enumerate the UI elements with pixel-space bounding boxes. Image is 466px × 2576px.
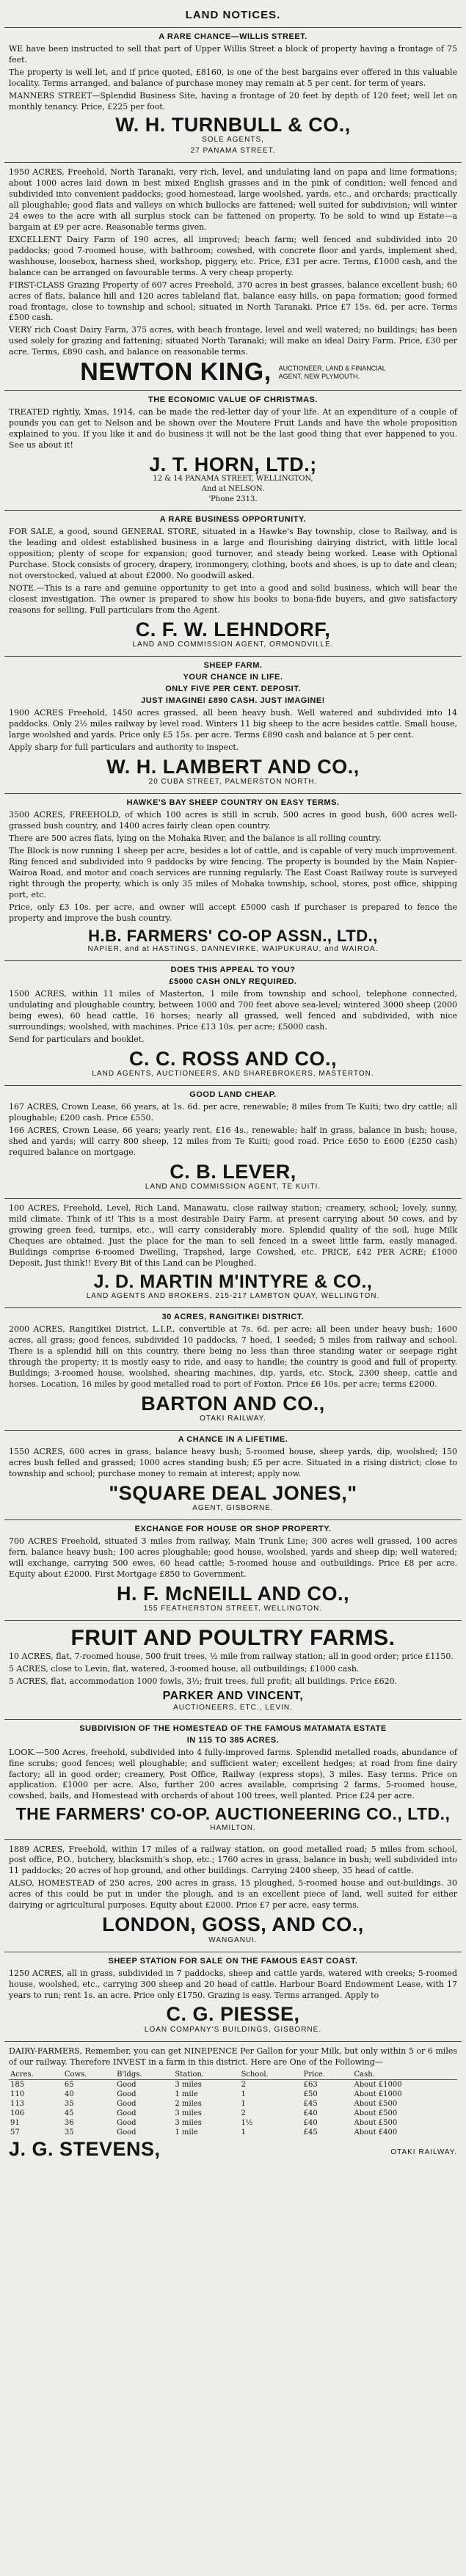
table-cell: Good <box>117 2080 136 2089</box>
ad-paragraph: ALSO, HOMESTEAD of 250 acres, 200 acres in grass, 15 ploughed, 5-roomed house and out-buildings. 30 acres of this could be put in under the plough, and is an excellent piece of land, well suited for either dairying or agricultural purposes. Equity about £2000. Price £7 per acre, easy terms. <box>9 1878 457 1911</box>
table-cell: £45 <box>303 2099 318 2108</box>
advertiser-sub: 20 CUBA STREET, PALMERSTON NORTH. <box>148 778 318 787</box>
ad-subtitle: £5000 CASH ONLY REQUIRED. <box>169 977 297 986</box>
ad-masterton <box>4 960 462 1085</box>
table-cell: 110 <box>10 2090 25 2098</box>
ad-title: GOOD LAND CHEAP. <box>189 1090 277 1099</box>
table-cell: 3 miles <box>175 2109 202 2117</box>
ad-paragraph: 1950 ACRES, Freehold, North Taranaki, very rich, level, and undulating land on papa and lime formations; about 1000 acres laid down in best mixed English grasses and in the pink of condition; well fenced and subdivided into convenient paddocks; good homestead, large woolshed, yards, etc., and orchards; practically all ploughable; good flats and valleys on which bullocks are fattened; well suited for subdivision; will winter 24 ewes to the acre with all surplus stock can be fattened on property. To be sold to wind up Estate—a bargain at £9 per acre. Reasonable terms given. <box>9 167 457 232</box>
ad-business-opportunity <box>4 510 462 656</box>
table-cell: 113 <box>10 2099 25 2108</box>
column-header: Price. <box>302 2070 353 2080</box>
advertiser-sub: 27 PANAMA STREET. <box>190 147 276 156</box>
advertiser-sub: 155 FEATHERSTON STREET, WELLINGTON. <box>143 1605 323 1613</box>
advertiser-sub: AUCTIONEERS, ETC., LEVIN. <box>173 1703 293 1712</box>
advertiser-sub: 12 & 14 PANAMA STREET, WELLINGTON, <box>153 475 313 484</box>
ad-paragraph: 167 ACRES, Crown Lease, 66 years, at 1s. 6d. per acre, renewable; 8 miles from Te Kuiti; two dry cattle; all ploughable; £200 cash. Price £550. <box>9 1101 457 1123</box>
advertiser-sub: AUCTIONEER, LAND & FINANCIAL <box>278 365 386 373</box>
ad-paragraph: Send for particulars and booklet. <box>9 1034 145 1044</box>
ad-north-taranaki <box>4 162 462 390</box>
advertiser-name: J. T. HORN, LTD.; <box>149 453 317 475</box>
table-row <box>9 2099 457 2109</box>
advertiser-sub: LAND AGENTS AND BROKERS, 215-217 LAMBTON QUAY, WELLINGTON. <box>86 1292 380 1301</box>
table-cell: £45 <box>303 2128 318 2137</box>
table-cell: 1 <box>241 2099 246 2108</box>
ad-paragraph: Apply sharp for full particulars and authority to inspect. <box>9 742 239 752</box>
ad-paragraph: Price, only £3 10s. per acre, and owner will accept £5000 cash if purchaser is prepared to fence the property and improve the bush country. <box>9 902 457 923</box>
ad-paragraph: FIRST-CLASS Grazing Property of 607 acres Freehold, 370 acres in best grasses, balance excellent bush; 60 acres of flats, balance hill and 120 acres tableland flat, balance easy hills, on papa formation; good formed road frontage, close to township and school; situated in North Taranaki. Price £7 15s. 6d. per acre. Terms £500 cash. <box>9 280 457 323</box>
advertiser-name: PARKER AND VINCENT, <box>162 1689 304 1702</box>
table-header-row <box>9 2070 457 2080</box>
ad-paragraph: 700 ACRES Freehold, situated 3 miles from railway, Main Trunk Line; 300 acres well grassed, 100 acres fern, balance heavy bush; 100 acres ploughable; good house, woolshed, yards and sheep dip; well watered; will exchange, carrying 500 ewes, 60 head cattle; 5-roomed house and outbuildings. Price £8 per acre. Equity about £2000. First Mortgage £850 to Government. <box>9 1536 457 1580</box>
advertiser-name: W. H. TURNBULL & CO., <box>115 113 351 136</box>
table-cell: About £1000 <box>354 2080 402 2089</box>
ad-paragraph: 1889 ACRES, Freehold, within 17 miles of a railway station, on good metalled road; 5 miles from school, post office, P.O., butchery, blacksmith's shop, etc.; 1760 acres in grass, balance in bush; well subdivided into 11 paddocks; 20 acres of hop ground, and other buildings. Carrying 2400 sheep, 35 head of cattle. <box>9 1844 457 1876</box>
ad-willis-street <box>4 27 462 162</box>
ad-paragraph: DAIRY-FARMERS, Remember, you can get NINEPENCE Per Gallon for your Milk, but only within 5 or 6 miles of our railway. Therefore INVEST in a farm in this district. Here are One of the Following— <box>9 2046 457 2067</box>
table-cell: Good <box>117 2099 136 2108</box>
ad-title: DOES THIS APPEAL TO YOU? <box>170 965 296 974</box>
ad-subtitle: ONLY FIVE PER CENT. DEPOSIT. <box>165 685 301 694</box>
ad-paragraph: 2000 ACRES, Rangitikei District, L.I.P., convertible at 7s. 6d. per acre; all been under heavy bush; 1600 acres, all grass; good fences, subdivided 10 paddocks, 7 hoed, 1 seeded; 5 miles from railway and school. There is a splendid hill on this country, there being no less than three standing water or seepage right through the property; it is mostly easy to ride, and easy to handle; the country is good and full of property. Buildings; 3-roomed house, woolshed, shearing machines, dip, yards, etc. Stock, 2300 sheep, cattle and horses. Location, 16 miles by good metalled road to port of Foxton. Price £6 10s. per acre; terms £2000. <box>9 1324 457 1389</box>
land-notices-page <box>4 0 462 2164</box>
ad-title: SHEEP FARM. <box>203 661 263 671</box>
table-cell: 1½ <box>241 2118 253 2127</box>
advertiser-sub: NAPIER, and at HASTINGS, DANNEVIRKE, WAIPUKURAU, and WAIROA. <box>87 944 379 953</box>
ad-paragraph: 100 ACRES, Freehold, Level, Rich Land, Manawatu, close railway station; creamery, school; lovely, sunny, mild climate. Think of it! This is a most desirable Dairy Farm, at present carrying about 50 cows, and by growing green feed, turnips, etc., will carry considerably more. Splendid quality of the soil, huge Milk Cheques are obtained. Just the place for the man to sell fenced in a sweet little farm, easily managed. Buildings comprise 6-roomed Dwelling, Trapshed, large Cowshed, etc. PRICE, £42 PER ACRE; £1000 Deposit, Just think!! Every Bit of this Land can be Ploughed. <box>9 1203 457 1268</box>
table-cell: 1 <box>241 2128 246 2137</box>
ad-paragraph: WE have been instructed to sell that part of Upper Willis Street a block of property having a frontage of 75 feet. <box>9 44 457 65</box>
table-cell: 91 <box>10 2118 20 2127</box>
ad-title: SHEEP STATION FOR SALE ON THE FAMOUS EAST COAST. <box>108 1956 358 1966</box>
table-cell: 40 <box>64 2090 74 2098</box>
table-cell: About £1000 <box>354 2090 402 2098</box>
advertiser-sub: HAMILTON. <box>210 1823 256 1832</box>
advertiser-name: C. F. W. LEHNDORF, <box>135 618 331 641</box>
ad-paragraph: 166 ACRES, Crown Lease, 66 years; yearly rent, £16 4s., renewable; half in grass, balance in bush; house, shed and yards; will carry 800 sheep, 12 miles from Te Kuiti; good road. Price £650 to £600 (£250 cash) required balance on mortgage. <box>9 1125 457 1157</box>
table-row <box>9 2109 457 2118</box>
ad-sheep-farm <box>4 656 462 793</box>
ad-title: A RARE BUSINESS OPPORTUNITY. <box>159 515 307 525</box>
ad-manawatu-dairy <box>4 1198 462 1307</box>
advertiser-name: C. B. LEVER, <box>170 1160 296 1183</box>
advertiser-name: BARTON AND CO., <box>141 1392 325 1415</box>
ad-dairy-farmers <box>4 2041 462 2164</box>
ad-paragraph: The property is well let, and if price quoted, £8160, is one of the best bargains ever offered in this valuable locality. Terms arranged, and balance of purchase money may remain at 5 per cent. for term of years. <box>9 67 457 88</box>
ad-paragraph: 1250 ACRES, all in grass, subdivided in 7 paddocks, sheep and cattle yards, watered with creeks; 5-roomed house, woolshed, etc., carrying 300 sheep and 20 head of cattle. Harbour Board Endowment Lease, with 17 years to run; rent 1s. an acre. Price only £1750. Grazing is easy. Terms arranged. Apply to <box>9 1968 457 2000</box>
table-cell: 57 <box>10 2128 20 2137</box>
table-cell: 35 <box>64 2128 74 2137</box>
table-row <box>9 2090 457 2099</box>
ad-hawkes-bay-sheep <box>4 793 462 960</box>
page-title: LAND NOTICES. <box>185 9 281 21</box>
advertiser-sub: SOLE AGENTS, <box>202 136 264 145</box>
advertiser-name: "SQUARE DEAL JONES," <box>109 1481 357 1504</box>
advertiser-name: J. D. MARTIN M'INTYRE & CO., <box>93 1271 373 1292</box>
ad-paragraph: 3500 ACRES, FREEHOLD, of which 100 acres is still in scrub, 500 acres in good bush, 600 acres well-grassed bush country, and 1400 acres fairly clean open country. <box>9 810 457 831</box>
column-header: Cash. <box>352 2070 457 2080</box>
advertiser-sub: LAND AND COMMISSION AGENT, TE KUITI. <box>145 1183 321 1192</box>
table-cell: 106 <box>10 2109 25 2117</box>
ad-east-coast-station <box>4 1952 462 2041</box>
ad-exchange-property <box>4 1519 462 1620</box>
advertiser-sub: LAND AND COMMISSION AGENT, ORMONDVILLE. <box>132 641 334 649</box>
table-cell: 2 <box>241 2109 246 2117</box>
advertiser-sub: And at NELSON. <box>201 485 265 494</box>
ad-title: THE ECONOMIC VALUE OF CHRISTMAS. <box>148 395 318 404</box>
ad-paragraph: 1500 ACRES, within 11 miles of Masterton, 1 mile from township and school, telephone connected, undulating and ploughable country, between 1000 and 700 feet above sea-level; wintered 3000 sheep (2000 being ewes), 60 head cattle, 16 horses; nearly all grassed, well fenced and subdivided, with nice surroundings; woolshed, with machines. Price £13 10s. per acre; £5000 cash. <box>9 988 457 1032</box>
column-header: Station. <box>173 2070 239 2080</box>
ad-paragraph: 1900 ACRES Freehold, 1450 acres grassed, all been heavy bush. Well watered and subdivided into 14 paddocks. Only 2½ miles railway by level road. Winters 11 big sheep to the acre besides cattle. Small house, large woolshed and yards. Price only £5 15s. per acre. Terms £890 cash and balance at 5 per cent. <box>9 708 457 740</box>
table-cell: £40 <box>303 2109 318 2117</box>
table-cell: £50 <box>303 2090 318 2098</box>
ad-paragraph: VERY rich Coast Dairy Farm, 375 acres, with beach frontage, level and well watered; no buildings; has been used solely for grazing and fattening; situated North Taranaki; will make an ideal Dairy Farm. Price, £30 per acre. Terms, £890 cash, and balance on reasonable terms. <box>9 325 457 357</box>
table-cell: Good <box>117 2090 136 2098</box>
table-cell: 2 miles <box>175 2099 202 2108</box>
ad-paragraph: EXCELLENT Dairy Farm of 190 acres, all improved; beach farm; well fenced and subdivided into 20 paddocks; good 7-roomed house, with bathroom; cowshed, with concrete floor and yards, implement shed, washhouse, loosebox, harness shed, workshop, piggery, etc. Price, £31 per acre. Terms, £1000 cash, and the balance can be arranged on favourable terms. A very cheap property. <box>9 234 457 277</box>
advertiser-name: W. H. LAMBERT AND CO., <box>106 755 360 778</box>
ad-paragraph: 5 ACRES, close to Levin, flat, watered, 3-roomed house, all outbuildings; £1000 cash. <box>9 1663 360 1674</box>
advertiser-sub: AGENT, NEW PLYMOUTH. <box>278 373 360 381</box>
advertiser-name: H.B. FARMERS' CO-OP ASSN., LTD., <box>88 926 378 945</box>
column-header: Cows. <box>63 2070 115 2080</box>
table-cell: 3 miles <box>175 2080 202 2089</box>
advertiser-sub: WANGANUI. <box>208 1935 258 1944</box>
ad-paragraph: LOOK.—500 Acres, freehold, subdivided into 4 fully-improved farms. Splendid metalled roads, abundance of fine scrubs; good fences; well ploughable; and sufficient water; excellent hedges; at road from fine dairy factory; all in good order; creamery, Post Office, Railway (express stops), 3 miles. Easy terms. Price on application. £1000 per acre. Also, further 200 acres available, comprising 2 farms, 5-roomed house, cowshed, bails, and Homestead with orchards of about 100 trees, well planted. Price £24 per acre. <box>9 1747 457 1801</box>
advertiser-name: C. G. PIESSE, <box>166 2003 300 2026</box>
ad-chance-lifetime <box>4 1430 462 1519</box>
ad-fruit-poultry <box>4 1620 462 1718</box>
advertiser-sub: OTAKI RAILWAY. <box>390 2148 457 2157</box>
table-cell: 2 <box>241 2080 246 2089</box>
table-cell: 1 mile <box>175 2090 198 2098</box>
column-header: Acres. <box>9 2070 63 2080</box>
table-cell: 1 mile <box>175 2128 198 2137</box>
table-cell: About £400 <box>354 2128 398 2137</box>
table-cell: 35 <box>64 2099 74 2108</box>
ad-heading: FRUIT AND POULTRY FARMS. <box>70 1626 396 1651</box>
table-cell: 185 <box>10 2080 25 2089</box>
table-cell: 45 <box>64 2109 74 2117</box>
advertiser-sub: 'Phone 2313. <box>208 495 258 504</box>
ad-paragraph: FOR SALE, a good, sound GENERAL STORE, situated in a Hawke's Bay township, close to Railway, and is the leading and oldest established business in a large and flourishing dairying district, with little local opposition; plenty of scope for expansion; good turnover, and steady being worked. Lease with Optional Purchase. Stock consists of grocery, drapery, ironmongery, clothing, boots and shoes, is up to date and clean; not overstocked, valued at about £2000. No goodwill asked. <box>9 527 457 580</box>
ad-title: 30 ACRES, RANGITIKEI DISTRICT. <box>161 1313 305 1322</box>
ad-paragraph: 5 ACRES, flat, accommodation 1000 fowls, 3½; fruit trees, full profit; all buildings. Price £620. <box>9 1676 398 1686</box>
ad-paragraph: There are 500 acres flats, lying on the Mohaka River, and the balance is all rolling country. <box>9 833 382 844</box>
table-row <box>9 2079 457 2090</box>
ad-subtitle: YOUR CHANCE IN LIFE. <box>183 673 283 682</box>
ad-paragraph: 1550 ACRES, 600 acres in grass, balance heavy bush; 5-roomed house, sheep yards, dip, woolshed; 150 acres bush felled and grassed; 1000 acres standing bush; £5 per acre. Situated in a rising district; close to township and school; purchase money to remain at interest; apply now. <box>9 1447 457 1479</box>
ad-wanganui-farm <box>4 1839 462 1952</box>
advertiser-name: THE FARMERS' CO-OP. AUCTIONEERING CO., LTD., <box>15 1804 451 1824</box>
table-cell: 65 <box>64 2080 74 2089</box>
table-cell: £40 <box>303 2118 318 2127</box>
advertiser-name: C. C. ROSS AND CO., <box>128 1047 338 1070</box>
advertiser-sub: OTAKI RAILWAY. <box>200 1415 266 1423</box>
table-cell: Good <box>117 2109 136 2117</box>
ad-rangitikei <box>4 1307 462 1430</box>
table-cell: 36 <box>64 2118 74 2127</box>
ad-paragraph: 10 ACRES, flat, 7-roomed house, 500 fruit trees, ½ mile from railway station; all in good order; price £1150. <box>9 1651 454 1661</box>
ad-title: HAWKE'S BAY SHEEP COUNTRY ON EASY TERMS. <box>126 798 340 808</box>
column-header: B'ldgs. <box>115 2070 173 2080</box>
ad-economic-christmas <box>4 390 462 510</box>
table-cell: Good <box>117 2118 136 2127</box>
dairy-farm-table <box>9 2070 457 2137</box>
table-cell: About £500 <box>354 2118 398 2127</box>
ad-subtitle: IN 115 TO 385 ACRES. <box>186 1735 280 1745</box>
advertiser-name: LONDON, GOSS, AND CO., <box>102 1913 364 1936</box>
advertiser-name: J. G. STEVENS, <box>9 2137 161 2160</box>
ad-title: EXCHANGE FOR HOUSE OR SHOP PROPERTY. <box>134 1525 332 1534</box>
ad-paragraph: The Block is now running 1 sheep per acre, besides a lot of cattle, and is capable of very much improvement. Ring fenced and subdivided into 9 paddocks by wire fencing. The property is bounded by the Main Napier-Wairoa Road, and motor and coach services are running regularly. The East Coast Railway route is surveyed right through the property, which is only 35 miles of Mohaka township, school, stores, post office, shipping port, etc. <box>9 846 457 900</box>
ad-paragraph: TREATED rightly, Xmas, 1914, can be made the red-letter day of your life. At an expenditure of a couple of pounds you can get to Nelson and be shown over the Moutere Fruit Lands and have the whole proposition explained to you. If you like it and do business it will not be the last good thing that ever happened to you. See us about it! <box>9 406 457 450</box>
ad-paragraph: MANNERS STREET—Splendid Business Site, having a frontage of 20 feet by depth of 120 feet; well let on monthly tenancy. Price, £225 per foot. <box>9 90 457 112</box>
table-cell: Good <box>117 2128 136 2137</box>
ad-paragraph: NOTE.—This is a rare and genuine opportunity to get into a good and solid business, which will bear the closest investigation. The owner is prepared to show his books to bona-fide buyers, and give satisfactory reasons for selling. Full particulars from the Agent. <box>9 583 457 615</box>
table-row <box>9 2118 457 2128</box>
ad-matamata-estate <box>4 1719 462 1839</box>
advertiser-sub: AGENT, GISBORNE. <box>192 1504 274 1513</box>
table-cell: About £500 <box>354 2099 398 2108</box>
advertiser-name: NEWTON KING, <box>80 358 272 387</box>
table-cell: 3 miles <box>175 2118 202 2127</box>
ad-title: A RARE CHANCE—WILLIS STREET. <box>159 32 307 41</box>
table-cell: 1 <box>241 2090 246 2098</box>
ad-title: A CHANCE IN A LIFETIME. <box>178 1435 288 1445</box>
ad-good-land-cheap <box>4 1085 462 1198</box>
ad-subtitle: JUST IMAGINE! £890 CASH. JUST IMAGINE! <box>141 696 325 706</box>
table-row <box>9 2128 457 2137</box>
table-cell: £63 <box>303 2080 318 2089</box>
advertiser-sub: LAND AGENTS, AUCTIONEERS, AND SHAREBROKERS, MASTERTON. <box>92 1069 374 1078</box>
advertiser-sub: LOAN COMPANY'S BUILDINGS, GISBORNE. <box>144 2025 322 2034</box>
column-header: School. <box>239 2070 302 2080</box>
table-cell: About £500 <box>354 2109 398 2117</box>
advertiser-name: H. F. McNEILL AND CO., <box>116 1583 350 1605</box>
ad-title: SUBDIVISION OF THE HOMESTEAD OF THE FAMOUS MATAMATA ESTATE <box>79 1723 387 1733</box>
